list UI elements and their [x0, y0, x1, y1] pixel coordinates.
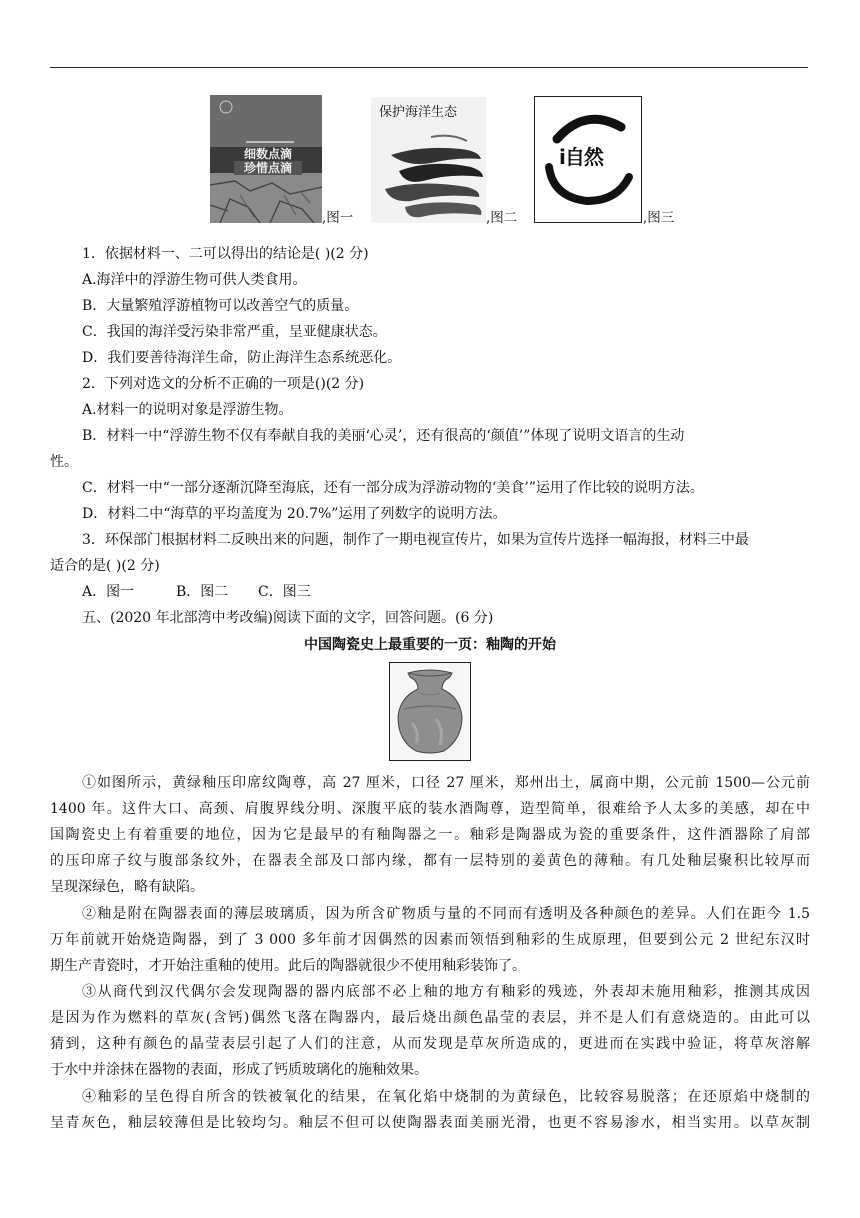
article-title: 中国陶瓷史上最重要的一页：釉陶的开始 [304, 637, 556, 653]
q1-option-c: C．我国的海洋受污染非常严重，呈亚健康状态。 [82, 324, 387, 340]
figure-one-line-2: 珍惜点滴 [234, 161, 302, 175]
q2-stem: 2．下列对选文的分析不正确的一项是()(2 分) [82, 376, 365, 392]
paragraph-1: ①如图所示，黄绿釉压印席纹陶尊，高 27 厘米，口径 27 厘米，郑州出土，属商中期，公元前 1500—公元前 1400 年。这件大口、高颈、肩腹界线分明、深腹平底的装水酒陶尊，造型简单，很难给予人太多的美感，却在中 国陶瓷史上有着重要的地位，因为它是最早的有釉陶器之一。釉彩是陶器成为瓷的重要条件，这件酒器除了肩部 的压印席子纹与腹部条纹外，在器表全部及口部内缘，都有一层特别的姜黄色的薄釉。有几处釉层聚积比较厚而 呈现深绿色，略有缺陷。 [50, 775, 810, 895]
q3-option-b: B．图二 [176, 584, 229, 600]
q2-option-b-cont: 性。 [50, 454, 78, 470]
q1-option-b: B．大量繁殖浮游植物可以改善空气的质量。 [82, 298, 359, 314]
q3-stem: 3．环保部门根据材料二反映出来的问题，制作了一期电视宣传片，如果为宣传片选择一幅海报，材料三中最 [82, 532, 749, 548]
figure-two-heading: 保护海洋生态 [379, 105, 458, 120]
q2-option-d: D．材料二中“海草的平均盖度为 20.7%”运用了列数字的说明方法。 [82, 506, 507, 522]
figure-three-logo-text: i自然 [559, 145, 603, 169]
q1-stem: 1．依据材料一、二可以得出的结论是( )(2 分) [82, 246, 369, 262]
q3-option-a: A．图一 [82, 584, 135, 600]
section-five-heading: 五、(2020 年北部湾中考改编)阅读下面的文字，回答问题。(6 分) [82, 610, 494, 626]
q2-option-c: C．材料一中“一部分逐渐沉降至海底，还有一部分成为浮游动物的‘美食’”运用了作比较的说明方法。 [82, 480, 704, 496]
q1-option-d: D．我们要善待海洋生命，防止海洋生态系统恶化。 [82, 350, 402, 366]
figure-two-poster [371, 97, 486, 223]
figure-one-caption: 图一 [326, 210, 354, 226]
figure-one-poster [210, 95, 322, 223]
figure-two-caption: 图二 [490, 210, 518, 226]
q3-option-c: C．图三 [258, 584, 311, 600]
paragraph-4: ④釉彩的呈色得自所含的铁被氧化的结果，在氧化焰中烧制的为黄绿色，比较容易脱落；在还原焰中烧制的 呈青灰色，釉层较薄但是比较均匀。釉层不但可以使陶器表面美丽光滑，也更不容易渗水，相当实用。以草灰制 [50, 1089, 810, 1131]
q3-stem-cont: 适合的是( )(2 分) [50, 558, 160, 574]
q1-option-a: A.海洋中的浮游生物可供人类食用。 [82, 272, 307, 288]
figure-one-line-1: 细数点滴 [243, 147, 292, 161]
figure-three-logo [534, 96, 642, 223]
paragraph-2: ②釉是附在陶器表面的薄层玻璃质，因为所含矿物质与量的不同而有透明及各种颜色的差异。人们在距今 1.5 万年前就开始烧造陶器，到了 3 000 多年前才因偶然的因素而领悟到釉彩的生成原理，但要到公元 2 世纪东汉时 期生产青瓷时，才开始注重釉的使用。此后的陶器就很少不使用釉彩装饰了。 [50, 906, 810, 974]
pottery-vase-photo [389, 662, 471, 761]
paragraph-3: ③从商代到汉代偶尔会发现陶器的器内底部不必上釉的地方有釉彩的残迹，外表却未施用釉彩，推测其成因 是因为作为燃料的草灰(含钙)偶然飞落在陶器内，最后烧出颜色晶莹的表层，并不是人们有意烧造的。由此可以 猜到，这种有颜色的晶莹表层引起了人们的注意，从而发现是草灰所造成的，更进而在实践中验证，将草灰溶解 于水中并涂抹在器物的表面，形成了钙质玻璃化的施釉效果。 [50, 984, 810, 1078]
figure-three-caption: 图三 [647, 210, 675, 226]
header-rule [50, 67, 808, 68]
q2-option-b: B．材料一中“浮游生物不仅有奉献自我的美丽‘心灵’，还有很高的‘颜值’”体现了说明文语言的生动 [82, 428, 685, 444]
q2-option-a: A.材料一的说明对象是浮游生物。 [82, 402, 293, 418]
